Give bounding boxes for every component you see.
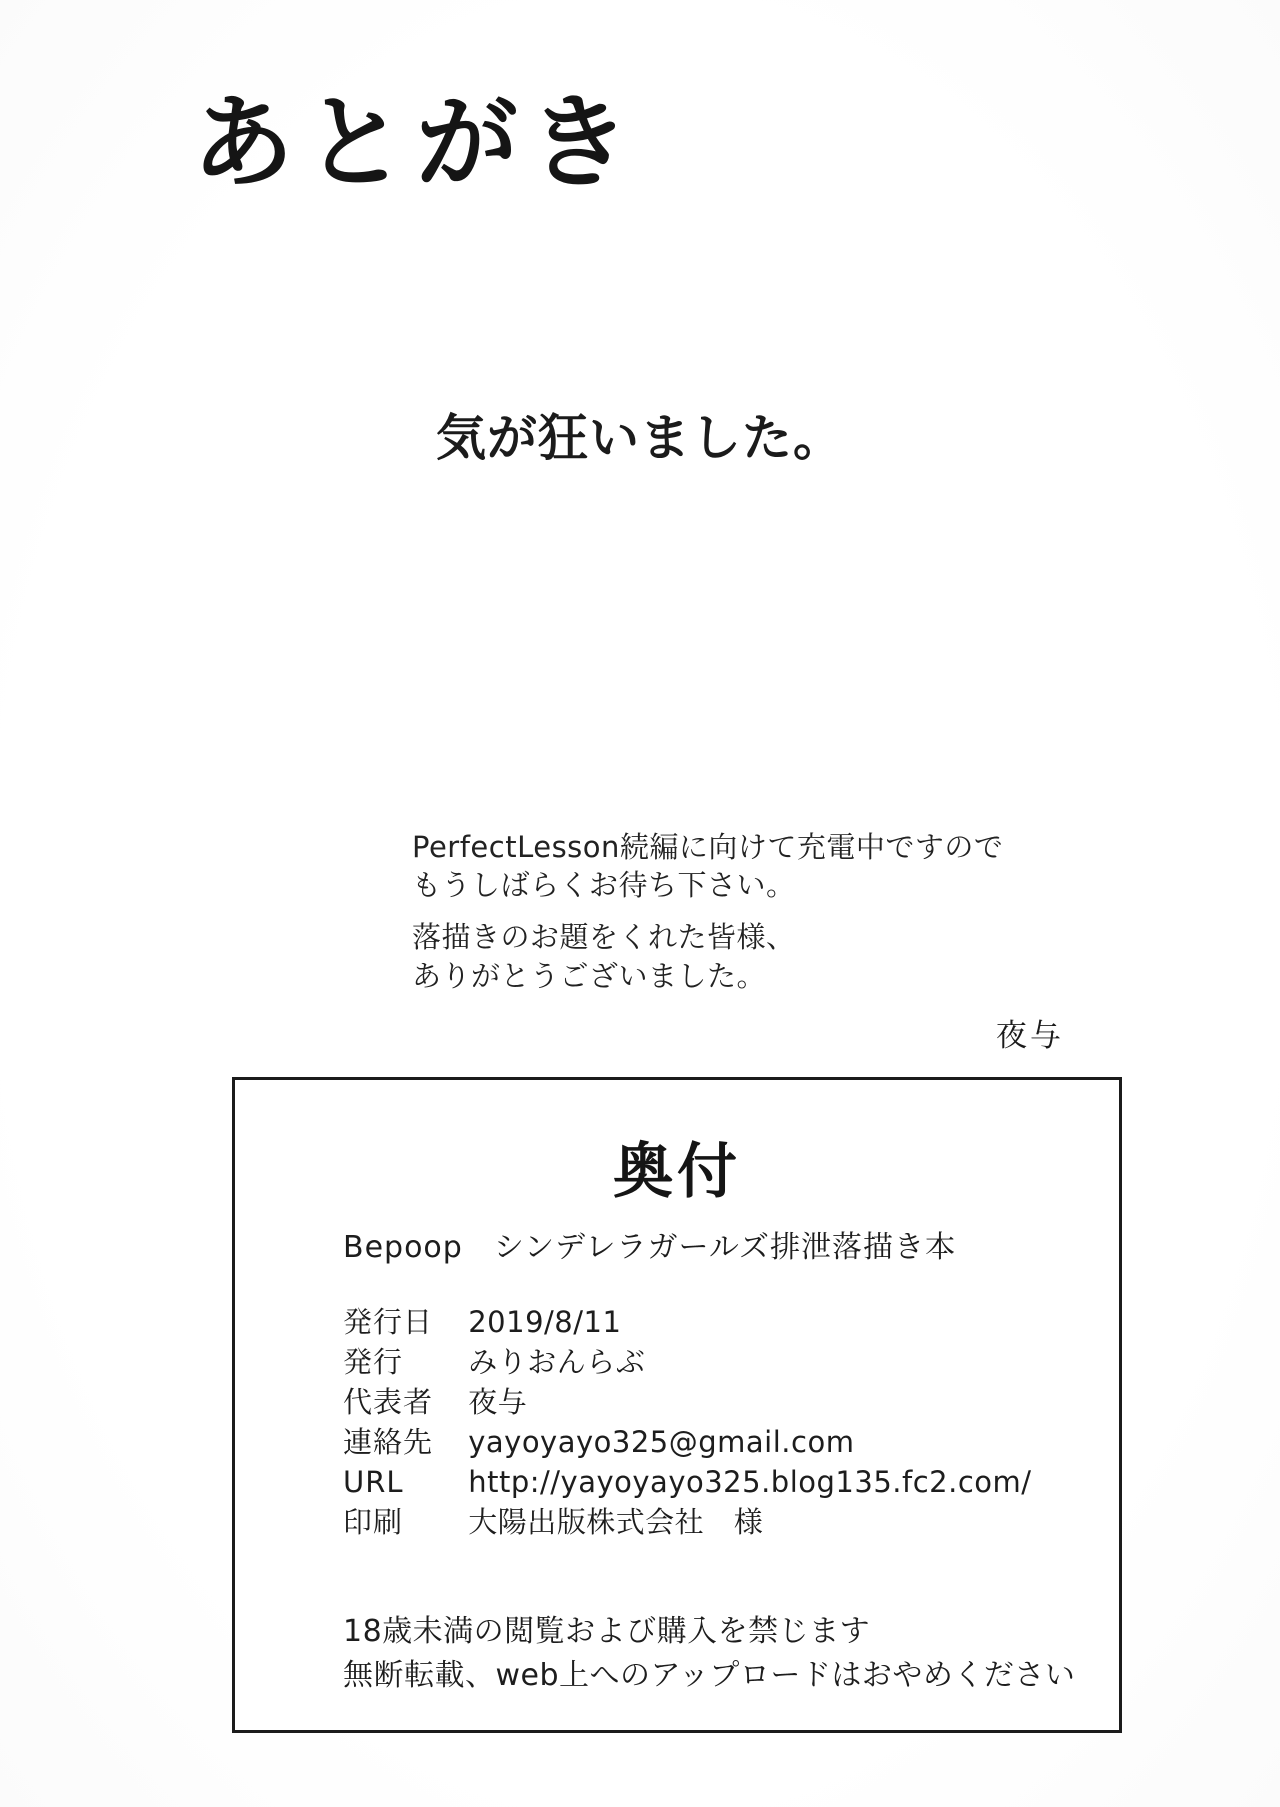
detail-row-publisher: [343, 1342, 1032, 1382]
headline-text: 気が狂いました。: [436, 408, 844, 467]
paragraph-recharge-line2: もうしばらくお待ち下さい。: [412, 868, 796, 902]
detail-row-contact: [343, 1422, 1032, 1462]
detail-value-email: yayoyayo325@gmail.com: [468, 1425, 855, 1459]
notice-age-restriction: 18歳未満の閲覧および購入を禁じます: [343, 1614, 871, 1649]
detail-label: 代表者: [343, 1385, 434, 1419]
detail-value: 夜与: [468, 1385, 528, 1419]
paragraph-thanks: [412, 918, 796, 996]
author-signature: 夜与: [996, 1018, 1064, 1054]
detail-value: 大陽出版株式会社 様: [468, 1505, 764, 1539]
page-title: あとがき: [192, 83, 640, 204]
colophon-details: [343, 1302, 1032, 1542]
paragraph-recharge: [412, 828, 1003, 904]
detail-row-publish-date: [343, 1302, 1032, 1342]
detail-label: 発行: [343, 1345, 404, 1379]
detail-value: 2019/8/11: [468, 1305, 622, 1339]
paragraph-recharge-line1: PerfectLesson続編に向けて充電中ですので: [412, 830, 1004, 864]
detail-value: みりおんらぶ: [468, 1345, 646, 1379]
detail-label: 印刷: [343, 1505, 404, 1539]
notice-no-repost: 無断転載、web上へのアップロードはおやめください: [343, 1658, 1076, 1693]
detail-label: 連絡先: [343, 1425, 434, 1459]
colophon-box: [232, 1077, 1122, 1733]
detail-value-url: http://yayoyayo325.blog135.fc2.com/: [468, 1465, 1032, 1499]
detail-row-printer: [343, 1502, 1032, 1542]
colophon-title: 奥付: [613, 1137, 741, 1207]
colophon-notices: [343, 1610, 1075, 1698]
detail-label: 発行日: [343, 1305, 434, 1339]
book-title: Bepoop シンデレラガールズ排泄落描き本: [343, 1230, 956, 1265]
detail-row-representative: [343, 1382, 1032, 1422]
detail-label: URL: [343, 1465, 404, 1499]
paragraph-thanks-line1: 落描きのお題をくれた皆様、: [412, 920, 796, 954]
paragraph-thanks-line2: ありがとうございました。: [412, 959, 767, 993]
detail-row-url: [343, 1462, 1032, 1502]
